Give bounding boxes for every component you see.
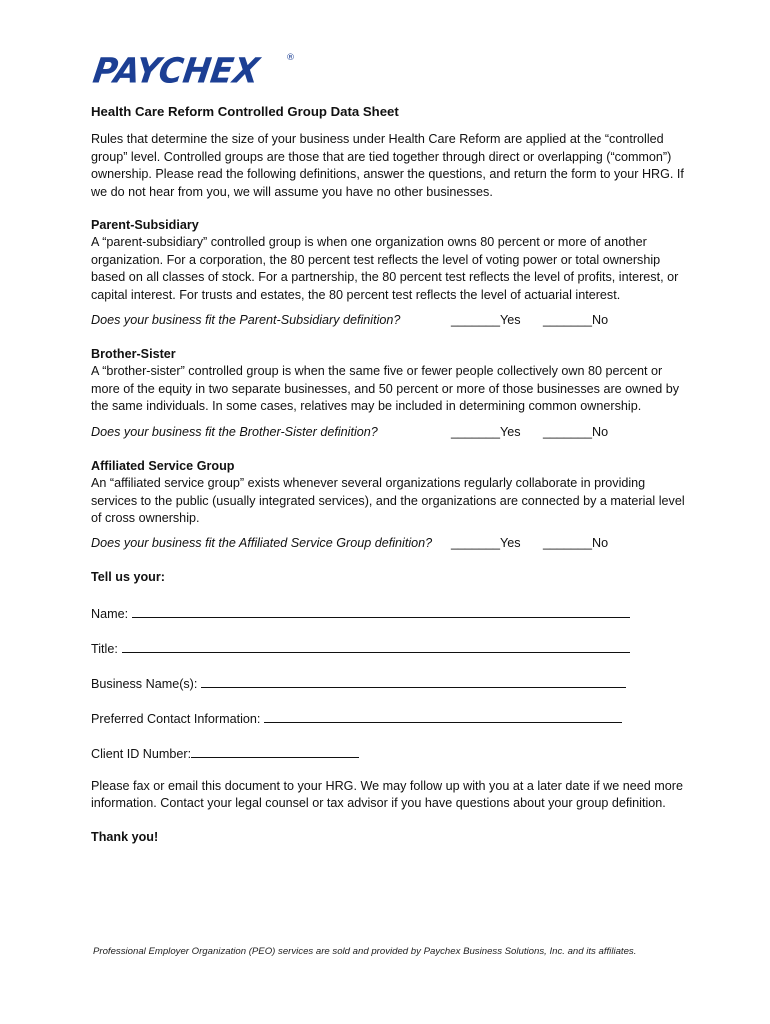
no-answer-field[interactable]: _______No <box>543 313 609 328</box>
question-text: Does your business fit the Parent-Subsidiary definition? <box>91 313 401 328</box>
closing-paragraph: Please fax or email this document to your HRG. We may follow up with you at a later date if we need more information. Contact your legal counsel or tax advisor if you have questions about your group definition. <box>91 778 683 811</box>
name-input-line[interactable] <box>132 603 630 618</box>
no-answer-field[interactable]: _______No <box>543 424 609 439</box>
section-definition: An “affiliated service group” exists whenever several organizations regularly collaborate in providing services to the public (usually integrated services), and the organizations are connected by a material level of cross ownership. <box>91 476 685 525</box>
section-heading: Affiliated Service Group <box>91 458 235 473</box>
client-id-input-line[interactable] <box>191 743 359 758</box>
business-name-input-line[interactable] <box>201 673 626 688</box>
question-text: Does your business fit the Brother-Sister definition? <box>91 424 378 439</box>
question-row <box>91 424 691 442</box>
field-label: Client ID Number: <box>91 746 192 761</box>
intro-paragraph: Rules that determine the size of your business under Health Care Reform are applied at the “controlled group” level. Controlled groups are those that are tied together through direct or overlapping (“common”) ownership. Please read the following definitions, answer the questions, and return the form to your HRG. If we do not hear from you, we will assume you have no other businesses. <box>91 132 684 199</box>
field-label: Business Name(s): <box>91 676 198 691</box>
preferred-contact-input-line[interactable] <box>264 708 622 723</box>
field-label: Title: <box>91 641 118 656</box>
field-label: Preferred Contact Information: <box>91 711 261 726</box>
section-affiliated-service-group <box>91 458 691 554</box>
field-label: Name: <box>91 606 129 621</box>
document-title: Health Care Reform Controlled Group Data Sheet <box>91 104 399 119</box>
section-brother-sister <box>91 346 691 442</box>
paychex-logo: PAYCHEX <box>90 49 262 91</box>
question-text: Does your business fit the Affiliated Service Group definition? <box>91 536 433 551</box>
section-definition: A “parent-subsidiary” controlled group is when one organization owns 80 percent or more of another organization. For a corporation, the 80 percent test reflects the level of voting power or total ownership based on all classes of stock. For a partnership, the 80 percent test reflects the level of profits, interest, or capital interest. For trusts and estates, the 80 percent test reflects the level of actuarial interest. <box>91 235 679 302</box>
title-field <box>91 638 691 656</box>
yes-answer-field[interactable]: _______Yes <box>451 313 521 328</box>
document-body <box>91 103 691 846</box>
client-id-field <box>91 743 691 761</box>
name-field <box>91 603 691 621</box>
registered-mark: ® <box>286 53 295 63</box>
section-definition: A “brother-sister” controlled group is when the same five or fewer people collectively own 80 percent or more of the equity in two separate businesses, and 50 percent or more of those businesses are owned by the same individuals. In some cases, relatives may be included in determining common ownership. <box>91 364 680 414</box>
preferred-contact-field <box>91 708 691 726</box>
title-input-line[interactable] <box>122 638 630 653</box>
question-row <box>91 312 691 330</box>
thank-you-text: Thank you! <box>91 829 159 844</box>
section-heading: Brother-Sister <box>91 347 176 362</box>
question-row <box>91 535 691 553</box>
no-answer-field[interactable]: _______No <box>543 536 609 551</box>
section-parent-subsidiary <box>91 217 691 330</box>
footer-disclaimer: Professional Employer Organization (PEO) services are sold and provided by Paychex Business Solutions, Inc. and its affiliates. <box>93 946 637 957</box>
yes-answer-field[interactable]: _______Yes <box>451 424 521 439</box>
section-heading: Parent-Subsidiary <box>91 218 199 233</box>
business-name-field <box>91 673 691 691</box>
tell-us-heading: Tell us your: <box>91 570 165 585</box>
yes-answer-field[interactable]: _______Yes <box>451 536 521 551</box>
